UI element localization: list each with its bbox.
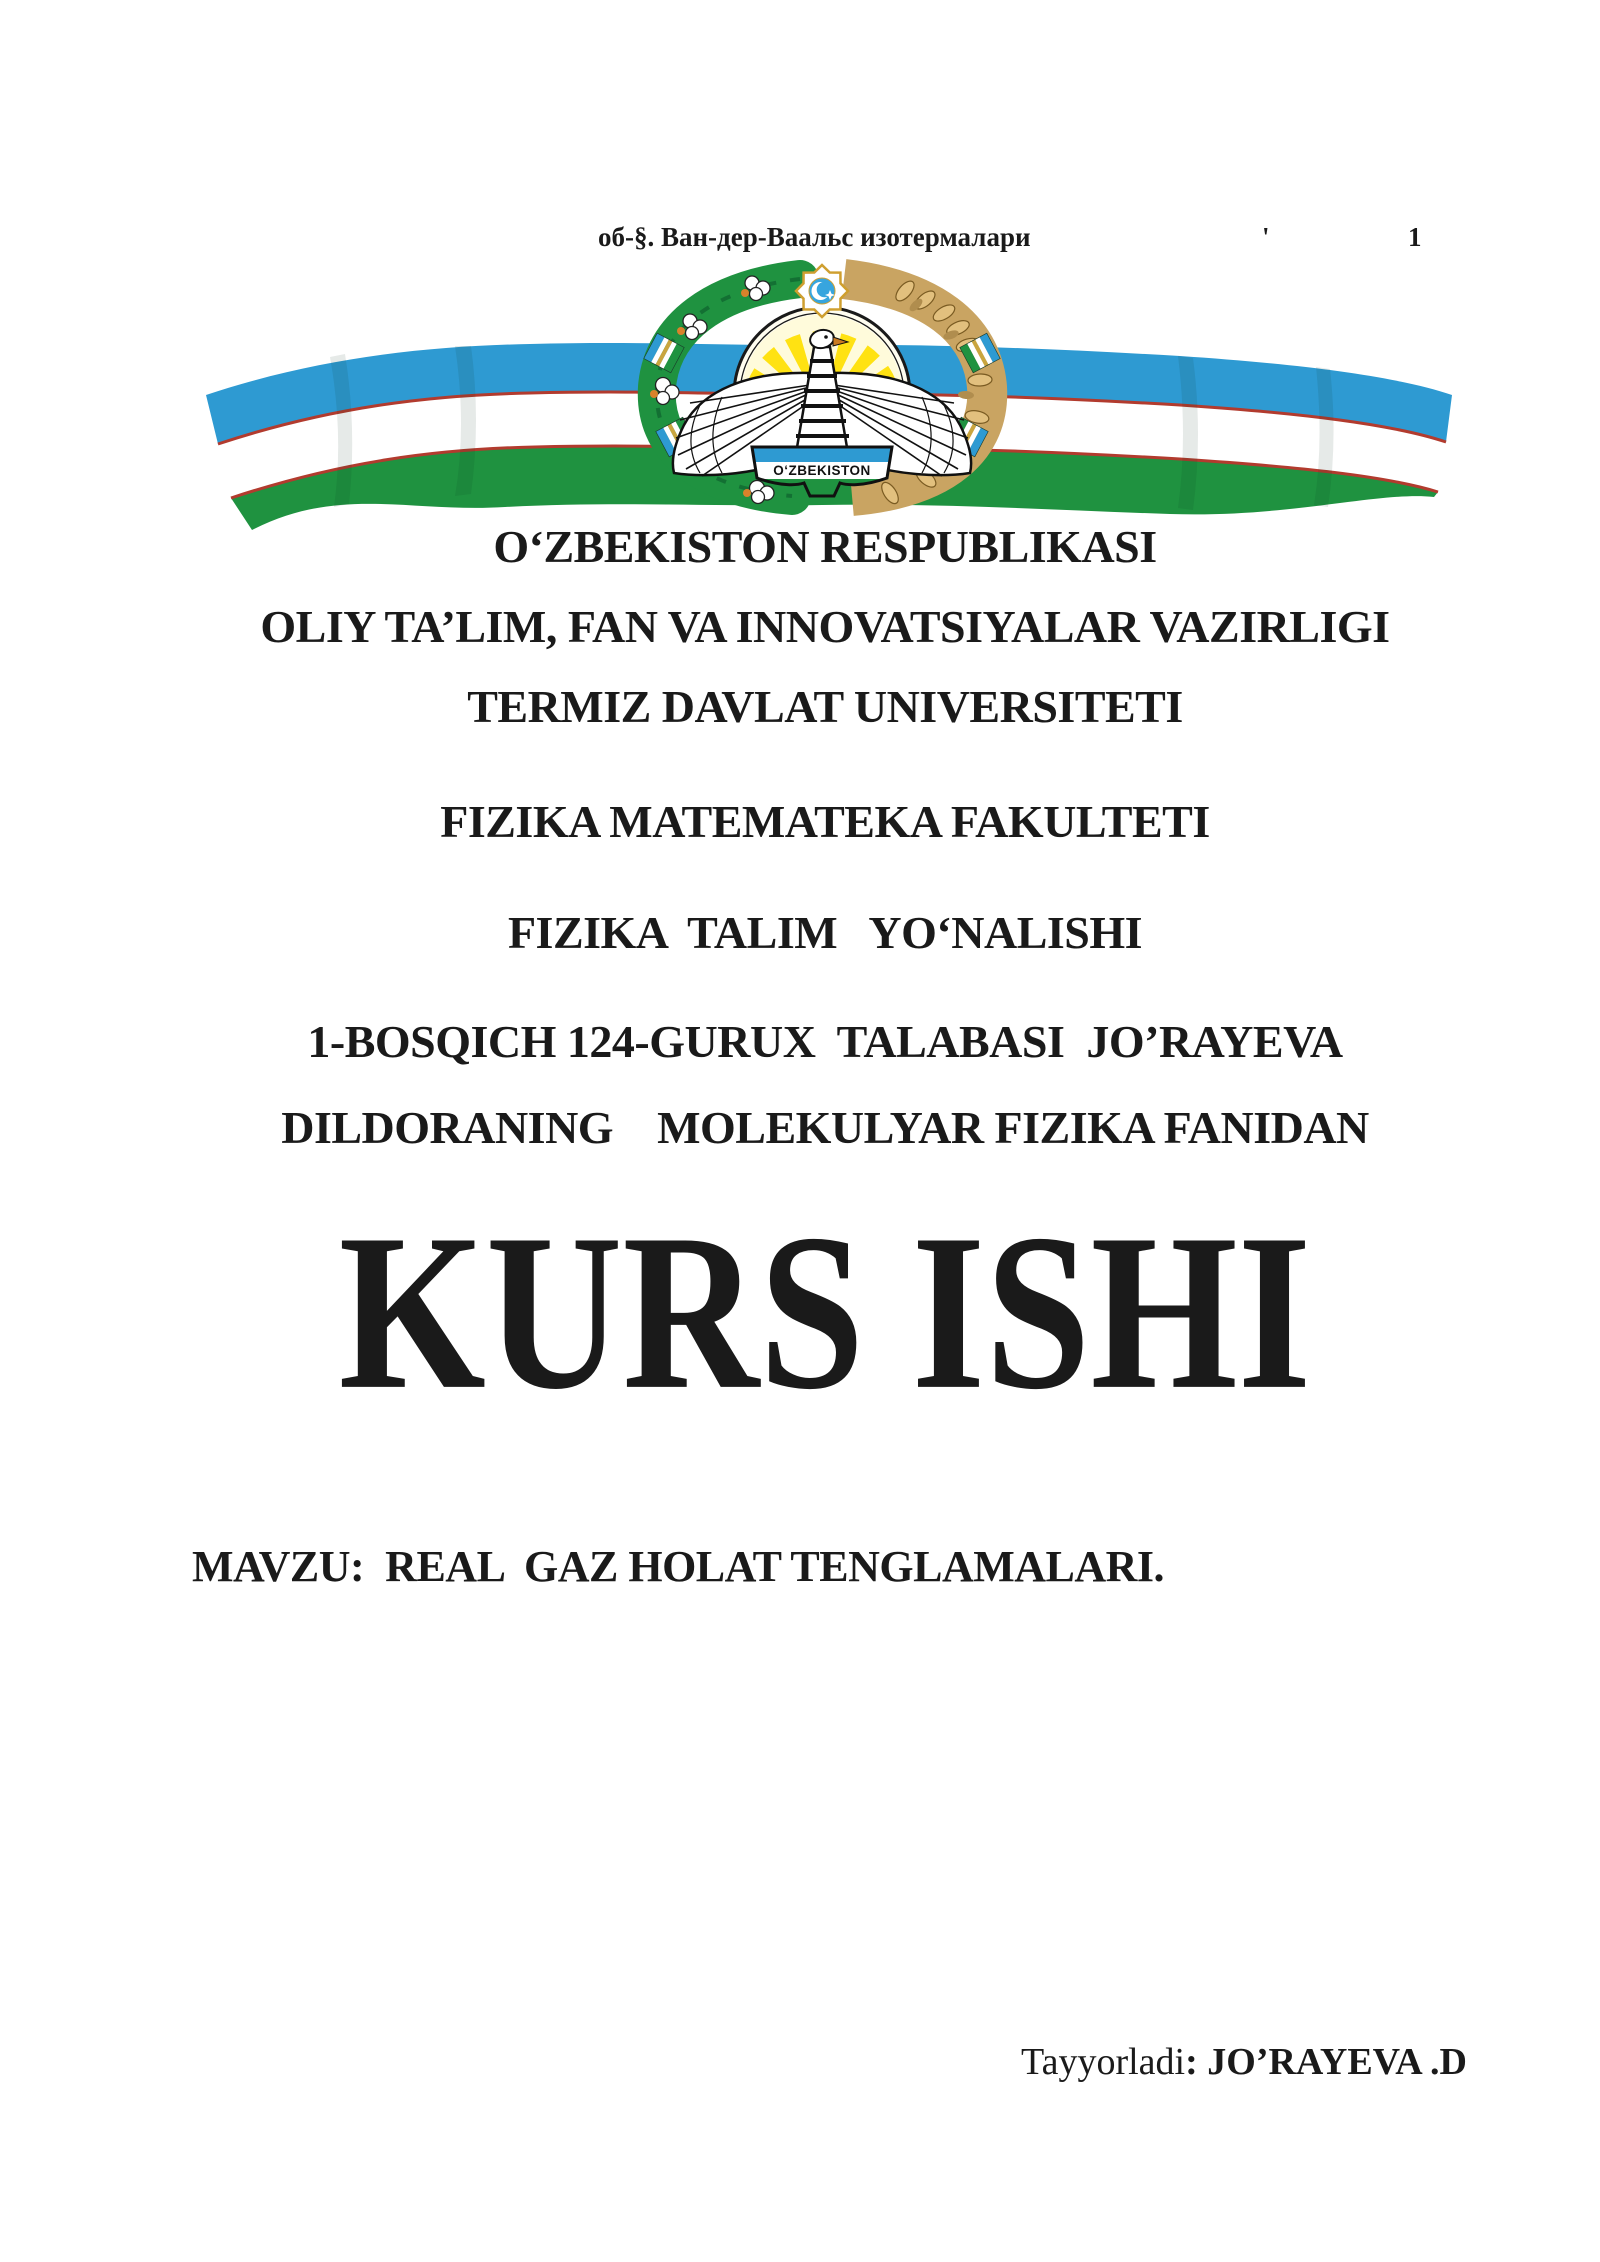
uzbekistan-flag-banner	[0, 245, 1600, 535]
title-faculty: FIZIKA MATEMATEKA FAKULTETI	[440, 796, 1210, 847]
title-republic: O‘ZBEKISTON RESPUBLIKASI	[493, 521, 1157, 572]
header-mark: '	[1262, 222, 1270, 252]
topic-line: MAVZU: REAL GAZ HOLAT TENGLAMALARI.	[192, 1542, 1165, 1591]
title-student-line1: 1-BOSQICH 124-GURUX TALABASI JO’RAYEVA	[307, 1016, 1343, 1067]
eye-icon	[824, 335, 828, 339]
main-title: KURS ISHI	[338, 1187, 1312, 1436]
title-student-line2: DILDORANING MOLEKULYAR FIZIKA FANIDAN	[281, 1102, 1369, 1153]
prepared-by-line	[984, 1996, 1467, 2128]
prepared-label: Tayyorladi	[1021, 2041, 1186, 2083]
emblem-country-label: O‘ZBEKISTON	[773, 463, 871, 478]
header-title: об-§. Ван-дер-Ваальс изотермалари	[598, 222, 1031, 252]
page-number: 1	[1408, 222, 1422, 252]
crescent-star-icon	[796, 265, 848, 317]
prepared-value: : JO’RAYEVA .D	[1185, 2041, 1467, 2083]
title-ministry: OLIY TA’LIM, FAN VA INNOVATSIYALAR VAZIRLIGI	[260, 601, 1390, 652]
title-direction: FIZIKA TALIM YO‘NALISHI	[507, 907, 1143, 958]
title-university: TERMIZ DAVLAT UNIVERSITETI	[467, 681, 1183, 732]
